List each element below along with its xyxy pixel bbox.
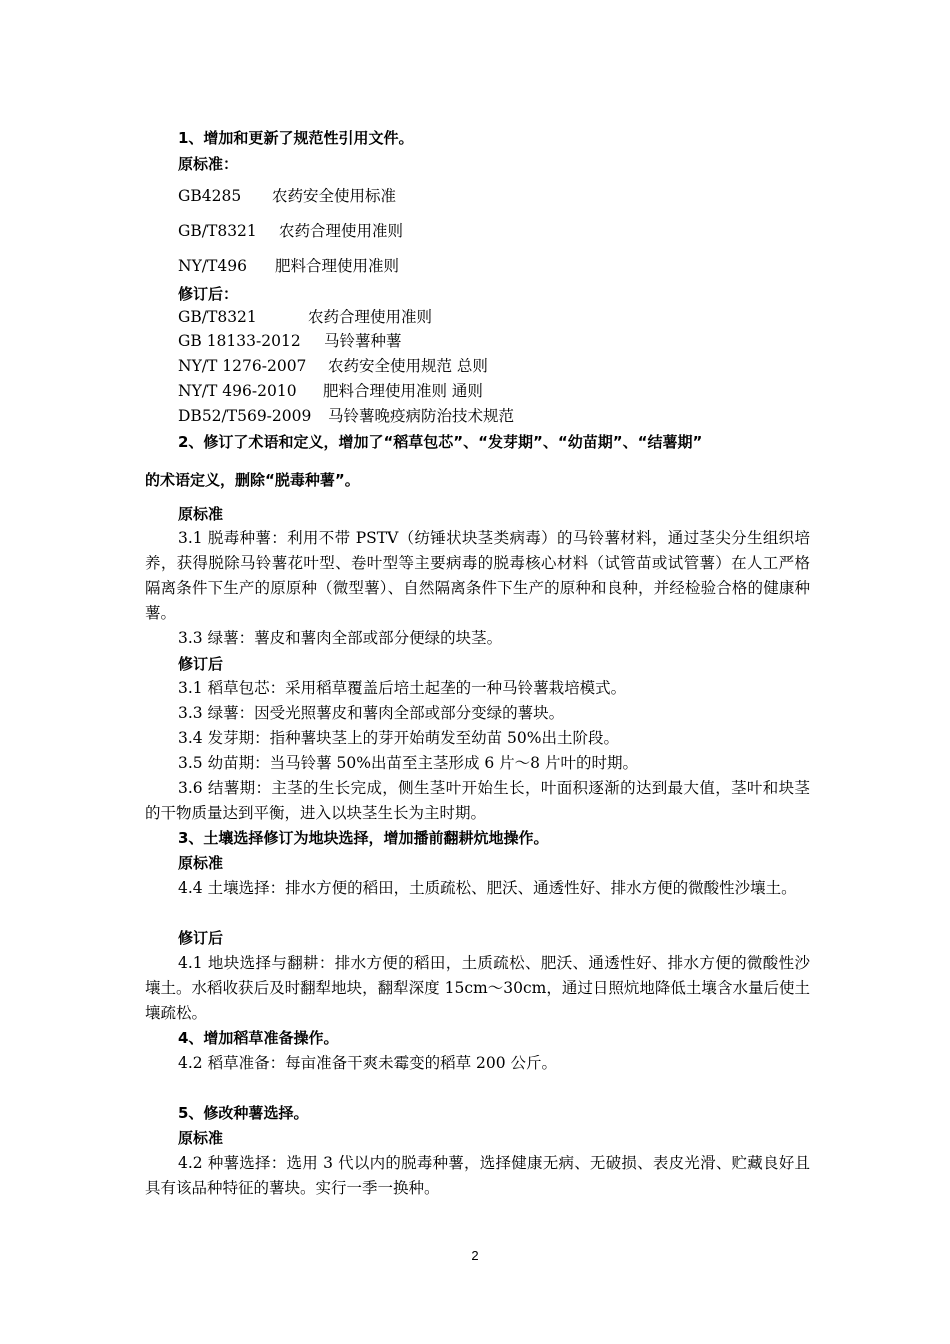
original-standard-label: 原标准 (178, 1129, 224, 1147)
section-2-heading-cont: 的术语定义，删除“脱毒种薯”。 (145, 471, 360, 489)
paragraph: 4.4 土壤选择：排水方便的稻田，土质疏松、肥沃、通透性好、排水方便的微酸性沙壤土。 (178, 879, 797, 897)
section-2-heading: 2、修订了术语和定义，增加了“稻草包芯”、“发芽期”、“幼苗期”、“结薯期” (178, 433, 703, 451)
reference-code: GB4285 (178, 187, 242, 205)
reference-name: 农药安全使用规范 总则 (328, 357, 488, 375)
reference-name: 马铃薯晚疫病防治技术规范 (328, 407, 515, 425)
paragraph: 4.2 种薯选择：选用 3 代以内的脱毒种薯，选择健康无病、无破损、表皮光滑、贮藏良好且具有该品种特征的薯块。实行一季一换种。 (145, 1154, 810, 1197)
paragraph: 3.6 结薯期：主茎的生长完成，侧生茎叶开始生长，叶面积逐渐的达到最大值，茎叶和块茎的干物质量达到平衡，进入以块茎生长为主时期。 (145, 779, 810, 822)
section-3-heading: 3、土壤选择修订为地块选择，增加播前翻耕炕地操作。 (178, 829, 549, 847)
original-standard-label: 原标准 (178, 505, 224, 523)
reference-row (178, 256, 399, 276)
reference-code: NY/T 496-2010 (178, 382, 297, 400)
reference-name: 农药安全使用标准 (272, 187, 397, 205)
reference-row (178, 331, 402, 351)
paragraph: 3.4 发芽期：指种薯块茎上的芽开始萌发至幼苗 50%出土阶段。 (178, 729, 619, 747)
reference-name: 肥料合理使用准则 (275, 257, 400, 275)
paragraph: 3.1 稻草包芯：采用稻草覆盖后培土起垄的一种马铃薯栽培模式。 (178, 679, 627, 697)
reference-row (178, 186, 396, 206)
section-1-heading: 1、增加和更新了规范性引用文件。 (178, 129, 414, 147)
section-4-heading: 4、增加稻草准备操作。 (178, 1029, 339, 1047)
reference-name: 马铃薯种薯 (324, 332, 402, 350)
reference-code: NY/T 1276-2007 (178, 357, 307, 375)
paragraph: 3.1 脱毒种薯：利用不带 PSTV（纺锤状块茎类病毒）的马铃薯材料，通过茎尖分生组织培养，获得脱除马铃薯花叶型、卷叶型等主要病毒的脱毒核心材料（试管苗或试管薯）在人工严格隔离条件下生产的原原种（微型薯）、自然隔离条件下生产的原种和良种，并经检验合格的健康种薯。 (145, 529, 810, 622)
page-number: 2 (471, 1248, 479, 1263)
reference-code: DB52/T569-2009 (178, 407, 312, 425)
reference-row (178, 406, 514, 426)
revised-label: 修订后： (178, 285, 239, 303)
reference-row (178, 307, 432, 327)
reference-row (178, 356, 488, 376)
paragraph: 4.2 稻草准备：每亩准备干爽未霉变的稻草 200 公斤。 (178, 1054, 558, 1072)
original-standard-label: 原标准 (178, 854, 224, 872)
reference-name: 农药合理使用准则 (279, 222, 404, 240)
reference-code: GB/T8321 (178, 308, 257, 326)
paragraph: 4.1 地块选择与翻耕：排水方便的稻田，土质疏松、肥沃、通透性好、排水方便的微酸性沙壤土。水稻收获后及时翻犁地块，翻犁深度 15cm～30cm，通过日照炕地降低土壤含水量后使土壤疏松。 (145, 954, 810, 1022)
reference-name: 肥料合理使用准则 通则 (323, 382, 483, 400)
reference-row (178, 221, 403, 241)
reference-code: GB 18133-2012 (178, 332, 301, 350)
revised-label: 修订后 (178, 929, 224, 947)
reference-code: GB/T8321 (178, 222, 257, 240)
original-standard-label: 原标准： (178, 155, 239, 173)
reference-name: 农药合理使用准则 (308, 308, 433, 326)
reference-row (178, 381, 483, 401)
section-5-heading: 5、修改种薯选择。 (178, 1104, 309, 1122)
paragraph: 3.5 幼苗期：当马铃薯 50%出苗至主茎形成 6 片～8 片叶的时期。 (178, 754, 638, 772)
revised-label: 修订后 (178, 655, 224, 673)
reference-code: NY/T496 (178, 257, 247, 275)
paragraph: 3.3 绿薯：薯皮和薯肉全部或部分便绿的块茎。 (178, 629, 503, 647)
paragraph: 3.3 绿薯：因受光照薯皮和薯肉全部或部分变绿的薯块。 (178, 704, 565, 722)
